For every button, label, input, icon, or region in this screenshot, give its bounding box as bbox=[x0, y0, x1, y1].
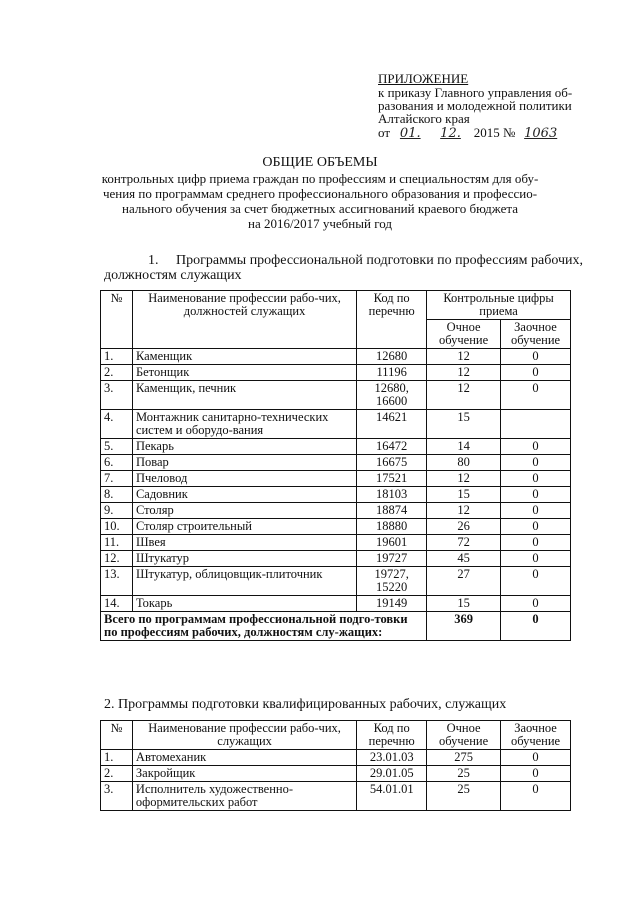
total-fulltime: 369 bbox=[427, 612, 501, 641]
table-row bbox=[101, 349, 571, 365]
row-num: 10. bbox=[101, 519, 133, 535]
section2-heading: 2. Программы подготовки квалифицированных рабочих, служащих bbox=[104, 697, 507, 712]
row-fulltime: 15 bbox=[427, 596, 501, 612]
row-code: 23.01.03 bbox=[357, 750, 427, 766]
row-name: Каменщик bbox=[132, 349, 356, 365]
row-name: Столяр строительный bbox=[132, 519, 356, 535]
title-line1: контрольных цифр приема граждан по профессиям и специальностям для обу- bbox=[101, 171, 539, 186]
row-num: 9. bbox=[101, 503, 133, 519]
row-code: 19727, 15220 bbox=[357, 567, 427, 596]
row-name: Столяр bbox=[132, 503, 356, 519]
row-num: 2. bbox=[101, 365, 133, 381]
row-code: 18103 bbox=[357, 487, 427, 503]
title-line4: на 2016/2017 учебный год bbox=[248, 216, 392, 231]
row-code: 11196 bbox=[357, 365, 427, 381]
section1-heading-number: 1. bbox=[148, 253, 159, 268]
title-line3: нального обучения за счет бюджетных ассигнований краевого бюджета bbox=[122, 201, 518, 216]
row-fulltime: 12 bbox=[427, 503, 501, 519]
row-extramural: 0 bbox=[501, 567, 571, 596]
order-number: 1063 bbox=[524, 126, 558, 141]
row-num: 13. bbox=[101, 567, 133, 596]
table-row bbox=[101, 519, 571, 535]
row-num: 5. bbox=[101, 439, 133, 455]
row-code: 12680 bbox=[357, 349, 427, 365]
table-header-row bbox=[101, 291, 571, 320]
col-control-header: Контрольные цифры приема bbox=[427, 291, 571, 320]
row-fulltime: 12 bbox=[427, 471, 501, 487]
section2-table bbox=[100, 720, 571, 811]
row-num: 8. bbox=[101, 487, 133, 503]
row-extramural: 0 bbox=[501, 365, 571, 381]
col-extramural-header: Заочное обучение bbox=[501, 320, 571, 349]
row-code: 12680, 16600 bbox=[357, 381, 427, 410]
row-fulltime: 80 bbox=[427, 455, 501, 471]
date-day: 01. bbox=[399, 126, 421, 141]
row-code: 18880 bbox=[357, 519, 427, 535]
table-row bbox=[101, 535, 571, 551]
table-row bbox=[101, 455, 571, 471]
row-extramural: 0 bbox=[501, 551, 571, 567]
row-fulltime: 27 bbox=[427, 567, 501, 596]
row-code: 16675 bbox=[357, 455, 427, 471]
row-num: 1. bbox=[101, 349, 133, 365]
row-fulltime: 25 bbox=[427, 766, 501, 782]
row-code: 17521 bbox=[357, 471, 427, 487]
order-date-line bbox=[378, 126, 563, 141]
row-fulltime: 12 bbox=[427, 349, 501, 365]
row-extramural: 0 bbox=[501, 487, 571, 503]
table-row bbox=[101, 439, 571, 455]
title-line2: чения по программам среднего профессионального образования и профессио- bbox=[102, 186, 538, 201]
col-code-header: Код по перечню bbox=[357, 721, 427, 750]
table-row bbox=[101, 551, 571, 567]
row-extramural: 0 bbox=[501, 519, 571, 535]
row-code: 29.01.05 bbox=[357, 766, 427, 782]
row-name: Пчеловод bbox=[132, 471, 356, 487]
date-month: 12. bbox=[440, 126, 461, 141]
row-num: 7. bbox=[101, 471, 133, 487]
table-row bbox=[101, 782, 571, 811]
row-name: Автомеханик bbox=[132, 750, 356, 766]
table-total-row bbox=[101, 612, 571, 641]
row-code: 16472 bbox=[357, 439, 427, 455]
order-reference-line3: Алтайского края bbox=[378, 111, 470, 126]
row-code: 19149 bbox=[357, 596, 427, 612]
section1-table bbox=[100, 290, 571, 641]
total-extramural: 0 bbox=[501, 612, 571, 641]
row-name: Садовник bbox=[132, 487, 356, 503]
table-row bbox=[101, 503, 571, 519]
row-extramural bbox=[501, 410, 571, 439]
row-fulltime: 25 bbox=[427, 782, 501, 811]
section1-heading-line2: должностям служащих bbox=[104, 268, 242, 283]
row-code: 54.01.01 bbox=[357, 782, 427, 811]
row-name: Швея bbox=[132, 535, 356, 551]
row-fulltime: 15 bbox=[427, 487, 501, 503]
row-extramural: 0 bbox=[501, 535, 571, 551]
row-num: 14. bbox=[101, 596, 133, 612]
row-extramural: 0 bbox=[501, 455, 571, 471]
row-name: Исполнитель художественно-оформительских работ bbox=[132, 782, 356, 811]
row-name: Закройщик bbox=[132, 766, 356, 782]
col-num-header: № bbox=[101, 291, 133, 349]
row-fulltime: 275 bbox=[427, 750, 501, 766]
total-label: Всего по программам профессиональной подго-товки по профессиям рабочих, должностям слу-жащих: bbox=[101, 612, 427, 641]
row-fulltime: 12 bbox=[427, 381, 501, 410]
table-row bbox=[101, 596, 571, 612]
table-header-row bbox=[101, 721, 571, 750]
table-row bbox=[101, 365, 571, 381]
col-extramural-header: Заочное обучение bbox=[501, 721, 571, 750]
row-fulltime: 12 bbox=[427, 365, 501, 381]
col-fulltime-header: Очное обучение bbox=[427, 721, 501, 750]
row-extramural: 0 bbox=[501, 750, 571, 766]
row-extramural: 0 bbox=[501, 782, 571, 811]
col-num-header: № bbox=[101, 721, 133, 750]
order-reference-line1: к приказу Главного управления об- bbox=[378, 85, 573, 100]
row-code: 18874 bbox=[357, 503, 427, 519]
row-num: 1. bbox=[101, 750, 133, 766]
row-num: 3. bbox=[101, 782, 133, 811]
document-title: ОБЩИЕ ОБЪЕМЫ bbox=[262, 155, 378, 170]
row-extramural: 0 bbox=[501, 439, 571, 455]
row-extramural: 0 bbox=[501, 381, 571, 410]
row-fulltime: 15 bbox=[427, 410, 501, 439]
row-code: 19727 bbox=[357, 551, 427, 567]
row-num: 3. bbox=[101, 381, 133, 410]
row-extramural: 0 bbox=[501, 471, 571, 487]
row-extramural: 0 bbox=[501, 349, 571, 365]
table-row bbox=[101, 381, 571, 410]
date-year: 2015 № bbox=[473, 125, 516, 140]
row-name: Каменщик, печник bbox=[132, 381, 356, 410]
table-row bbox=[101, 766, 571, 782]
row-name: Пекарь bbox=[132, 439, 356, 455]
table-row bbox=[101, 487, 571, 503]
col-name-header: Наименование профессии рабо-чих, должностей служащих bbox=[132, 291, 356, 349]
row-fulltime: 14 bbox=[427, 439, 501, 455]
row-code: 19601 bbox=[357, 535, 427, 551]
row-fulltime: 72 bbox=[427, 535, 501, 551]
row-fulltime: 26 bbox=[427, 519, 501, 535]
row-name: Монтажник санитарно-технических систем и оборудо-вания bbox=[132, 410, 356, 439]
row-code: 14621 bbox=[357, 410, 427, 439]
row-num: 6. bbox=[101, 455, 133, 471]
appendix-heading: ПРИЛОЖЕНИЕ bbox=[378, 71, 469, 86]
row-name: Штукатур, облицовщик-плиточник bbox=[132, 567, 356, 596]
section1-heading-line1: Программы профессиональной подготовки по профессиям рабочих, bbox=[176, 253, 584, 268]
row-extramural: 0 bbox=[501, 596, 571, 612]
row-extramural: 0 bbox=[501, 766, 571, 782]
row-fulltime: 45 bbox=[427, 551, 501, 567]
row-num: 12. bbox=[101, 551, 133, 567]
table-row bbox=[101, 471, 571, 487]
table-row bbox=[101, 750, 571, 766]
row-name: Бетонщик bbox=[132, 365, 356, 381]
order-reference-line2: разования и молодежной политики bbox=[378, 98, 572, 113]
row-name: Токарь bbox=[132, 596, 356, 612]
col-fulltime-header: Очное обучение bbox=[427, 320, 501, 349]
row-num: 2. bbox=[101, 766, 133, 782]
row-name: Штукатур bbox=[132, 551, 356, 567]
table-row bbox=[101, 567, 571, 596]
row-name: Повар bbox=[132, 455, 356, 471]
row-num: 11. bbox=[101, 535, 133, 551]
col-code-header: Код по перечню bbox=[357, 291, 427, 349]
row-num: 4. bbox=[101, 410, 133, 439]
date-prefix: от bbox=[378, 125, 391, 140]
col-name-header: Наименование профессии рабо-чих, служащих bbox=[132, 721, 356, 750]
table-row bbox=[101, 410, 571, 439]
row-extramural: 0 bbox=[501, 503, 571, 519]
